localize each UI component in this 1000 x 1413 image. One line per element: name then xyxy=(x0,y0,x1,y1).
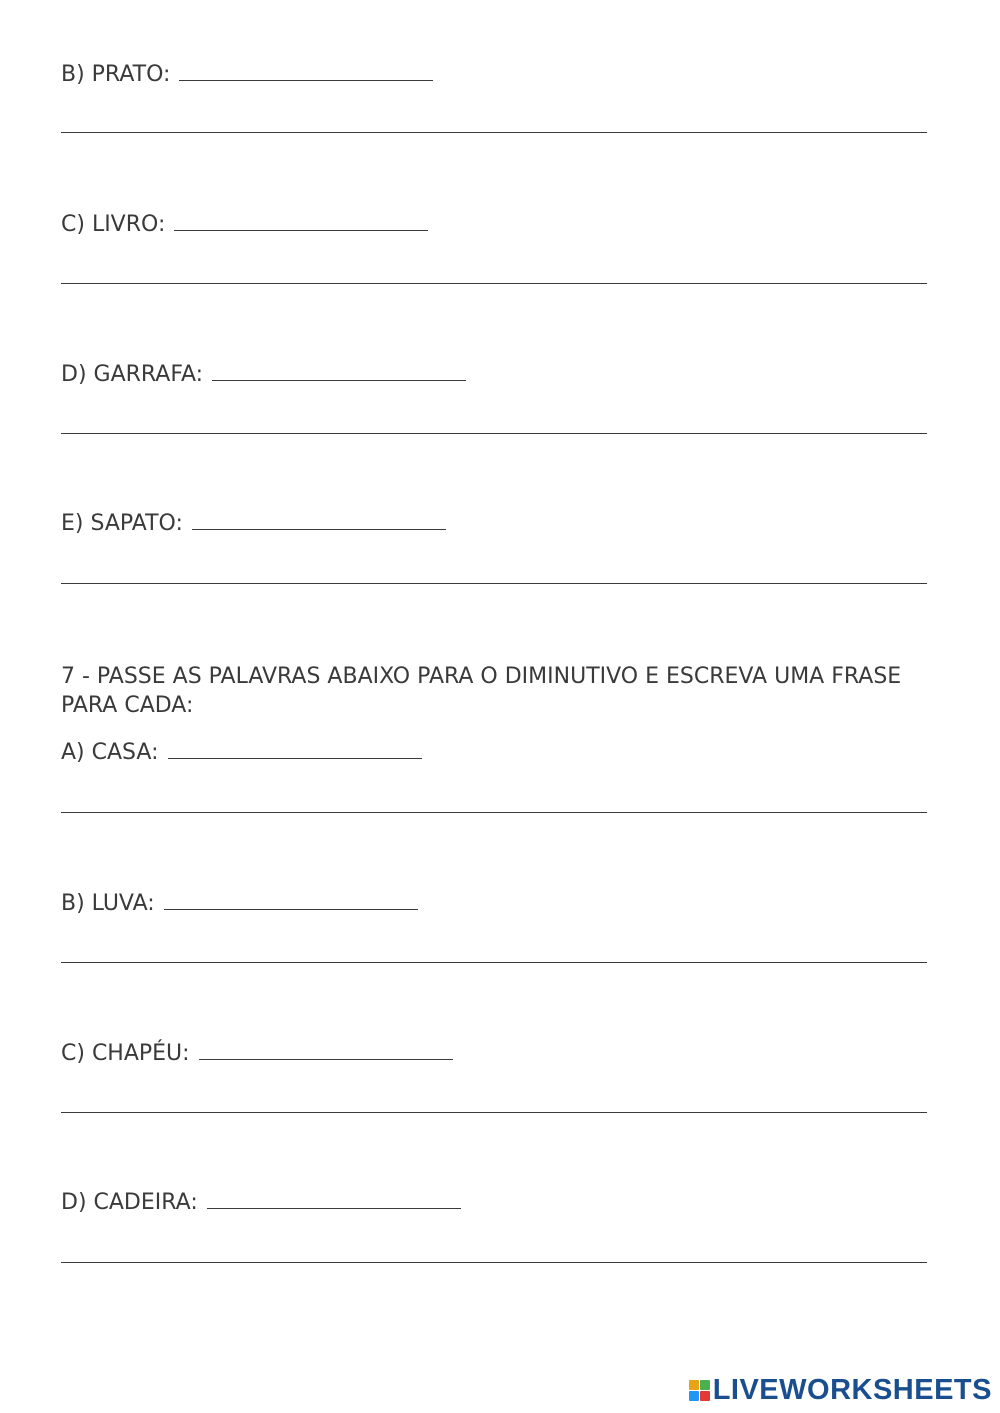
item-label: C) LIVRO: xyxy=(61,212,166,237)
item-livro xyxy=(61,212,428,238)
item-label: B) LUVA: xyxy=(61,891,155,916)
item-label: D) CADEIRA: xyxy=(61,1190,198,1215)
word-answer-line[interactable] xyxy=(164,891,418,910)
word-answer-line[interactable] xyxy=(207,1190,461,1209)
item-luva xyxy=(61,891,418,917)
sentence-answer-line[interactable] xyxy=(61,132,927,133)
word-answer-line[interactable] xyxy=(192,511,446,530)
item-cadeira xyxy=(61,1190,461,1216)
word-answer-line[interactable] xyxy=(199,1041,453,1060)
logo-square xyxy=(689,1391,699,1401)
liveworksheets-logo xyxy=(689,1374,992,1407)
sentence-answer-line[interactable] xyxy=(61,583,927,584)
sentence-answer-line[interactable] xyxy=(61,812,927,813)
logo-mark-icon xyxy=(689,1380,710,1401)
sentence-answer-line[interactable] xyxy=(61,433,927,434)
sentence-answer-line[interactable] xyxy=(61,962,927,963)
question-7-text: 7 - PASSE AS PALAVRAS ABAIXO PARA O DIMINUTIVO E ESCREVA UMA FRASE PARA CADA: xyxy=(61,664,902,718)
item-label: E) SAPATO: xyxy=(61,511,183,536)
sentence-answer-line[interactable] xyxy=(61,1262,927,1263)
item-chapeu xyxy=(61,1041,453,1067)
item-label: C) CHAPÉU: xyxy=(61,1041,190,1066)
item-label: A) CASA: xyxy=(61,740,159,765)
item-casa xyxy=(61,740,422,766)
item-garrafa xyxy=(61,362,466,388)
word-answer-line[interactable] xyxy=(179,62,433,81)
item-sapato xyxy=(61,511,446,537)
word-answer-line[interactable] xyxy=(212,362,466,381)
item-label: B) PRATO: xyxy=(61,62,171,87)
sentence-answer-line[interactable] xyxy=(61,1112,927,1113)
logo-square xyxy=(700,1380,710,1390)
word-answer-line[interactable] xyxy=(174,212,428,231)
logo-text: LIVEWORKSHEETS xyxy=(712,1374,992,1406)
item-label: D) GARRAFA: xyxy=(61,362,204,387)
sentence-answer-line[interactable] xyxy=(61,283,927,284)
logo-square xyxy=(700,1391,710,1401)
item-prato xyxy=(61,62,433,88)
word-answer-line[interactable] xyxy=(168,740,422,759)
logo-square xyxy=(689,1380,699,1390)
